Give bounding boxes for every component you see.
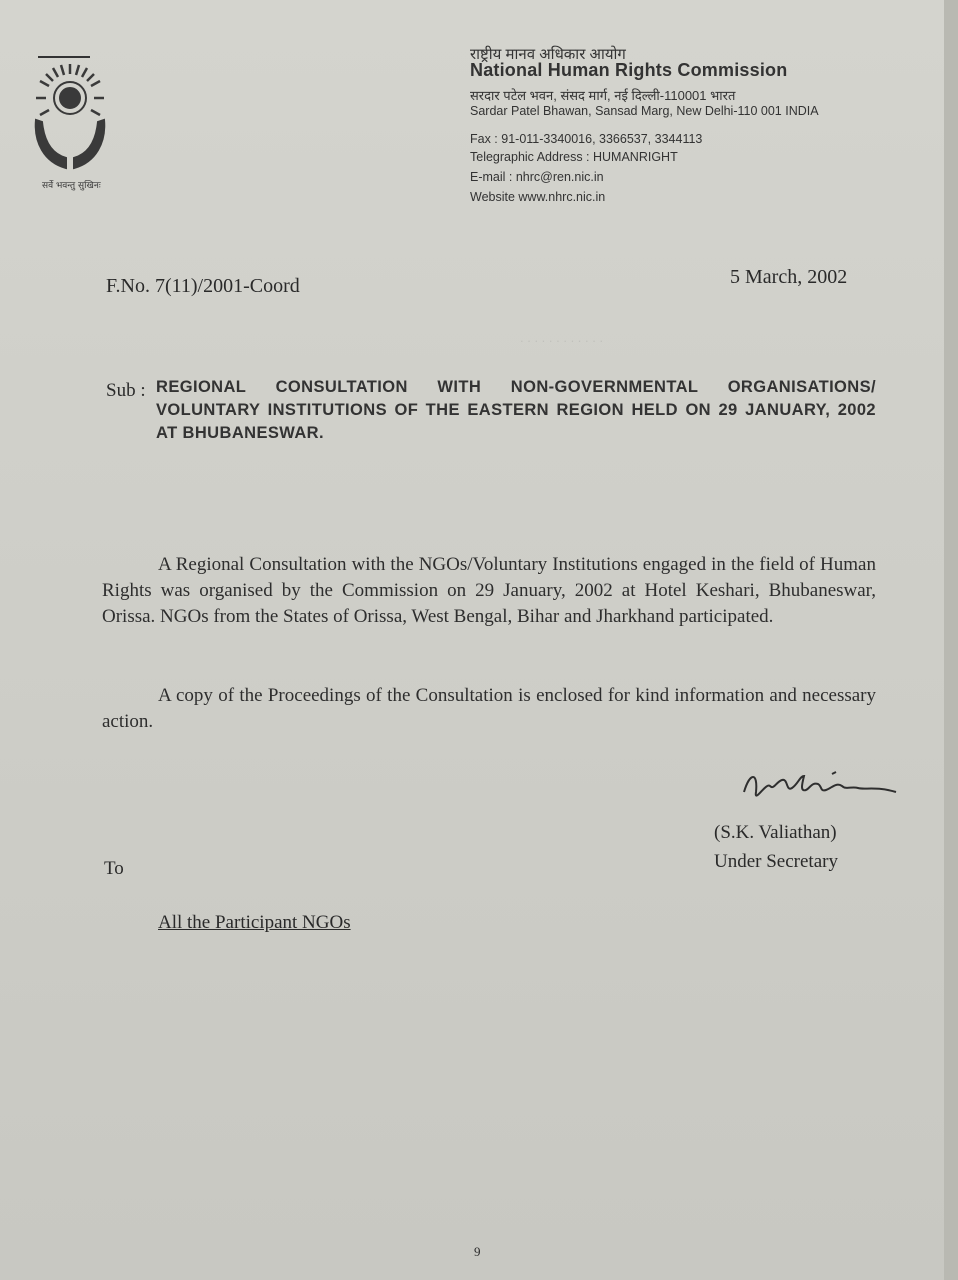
letterhead-address: Sardar Patel Bhawan, Sansad Marg, New Delhi-110 001 INDIA [470, 104, 819, 118]
page-number: 9 [474, 1244, 481, 1259]
letterhead-telegraphic: Telegraphic Address : HUMANRIGHT [470, 150, 678, 164]
letterhead-website: Website www.nhrc.nic.in [470, 190, 606, 204]
body-paragraph-2: A copy of the Proceedings of the Consultation is enclosed for kind information and necessary action. [102, 685, 876, 732]
letterhead-name: National Human Rights Commission [470, 60, 788, 80]
nhrc-emblem-icon [22, 50, 122, 200]
body-paragraph-1: A Regional Consultation with the NGOs/Voluntary Institutions engaged in the field of Human Rights was organised by the Commission on 29 January, 2002 at Hotel Keshari, Bhubaneswar, Orissa. NGOs from the States of Orissa, West Bengal, Bihar and Jharkhand participated. [102, 554, 876, 627]
letter-date: 5 March, 2002 [730, 266, 848, 288]
letterhead-hindi-name: राष्ट्रीय मानव अधिकार आयोग [470, 46, 626, 63]
letterhead-email: E-mail : nhrc@ren.nic.in [470, 170, 604, 184]
file-reference: F.No. 7(11)/2001-Coord [106, 275, 300, 297]
signature-icon [736, 752, 916, 822]
signatory-name: (S.K. Valiathan) [714, 822, 837, 843]
recipient: All the Participant NGOs [158, 912, 351, 933]
page-edge [944, 0, 958, 1280]
letterhead-hindi-address: सरदार पटेल भवन, संसद मार्ग, नई दिल्ली-110001 भारत [470, 88, 736, 103]
svg-text:सर्वे भवन्तु सुखिनः: सर्वे भवन्तु सुखिनः [42, 181, 101, 191]
subject-label: Sub : [106, 380, 146, 401]
signatory-block [714, 818, 838, 876]
letterhead-fax: Fax : 91-011-3340016, 3366537, 3344113 [470, 132, 703, 146]
bleed-through-text: . . . . . . . . . . . . [520, 330, 604, 345]
to-label: To [104, 858, 124, 879]
subject-text: REGIONAL CONSULTATION WITH NON-GOVERNMENTAL ORGANISATIONS/ VOLUNTARY INSTITUTIONS OF THE EASTERN REGION HELD ON 29 JANUARY, 2002 AT BHUBANESWAR. [156, 378, 876, 442]
signatory-designation: Under Secretary [714, 851, 838, 872]
